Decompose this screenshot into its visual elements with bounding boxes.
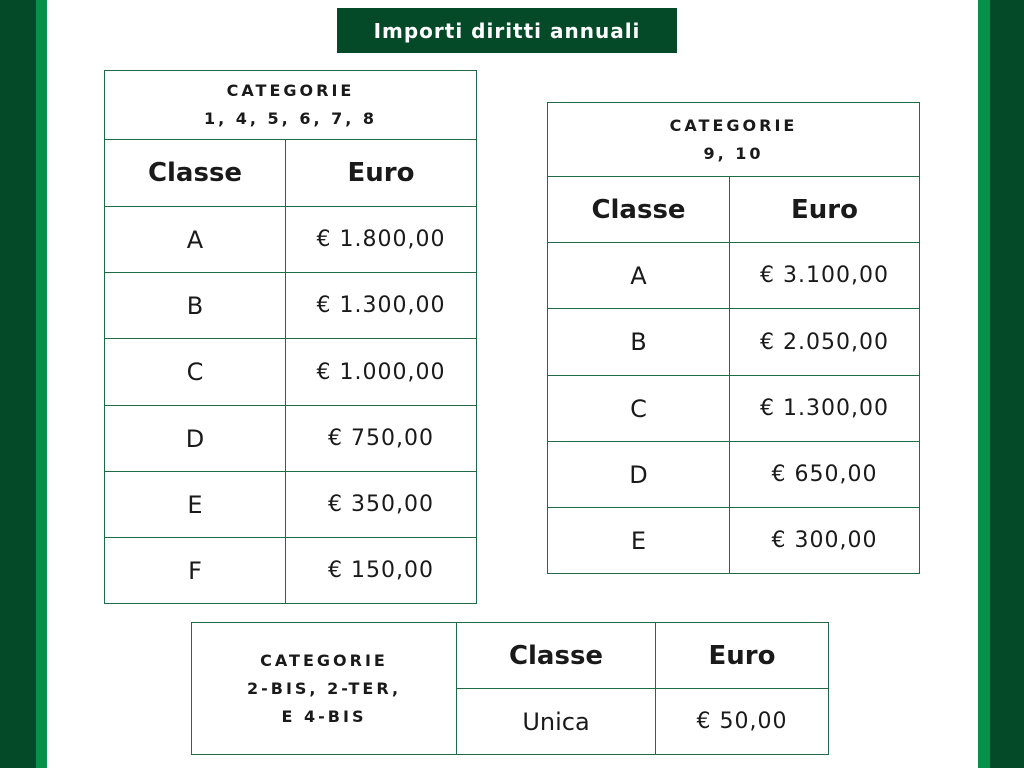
left-border-light	[36, 0, 47, 768]
category-label: CATEGORIE	[226, 81, 355, 100]
category-numbers: 2-BIS, 2-TER,	[246, 678, 402, 698]
page-title: Importi diritti annuali	[337, 8, 677, 53]
euro-cell: € 2.050,00	[730, 309, 920, 376]
euro-cell: € 3.100,00	[730, 243, 920, 309]
classe-cell: E	[105, 472, 286, 538]
category-numbers-extra: E 4-BIS	[281, 706, 367, 726]
header-classe: Classe	[548, 177, 730, 243]
fees-table-categories-2bis	[191, 622, 829, 755]
header-euro: Euro	[286, 140, 477, 207]
table-row	[105, 538, 477, 604]
header-classe: Classe	[457, 623, 656, 689]
table-row	[105, 273, 477, 339]
header-classe: Classe	[105, 140, 286, 207]
euro-cell: € 1.000,00	[286, 339, 477, 406]
category-numbers: 1, 4, 5, 6, 7, 8	[203, 109, 378, 128]
classe-cell: C	[105, 339, 286, 406]
table-row	[548, 243, 920, 309]
euro-cell: € 300,00	[730, 508, 920, 574]
table-row	[105, 472, 477, 538]
table-row	[548, 376, 920, 442]
table-row	[548, 508, 920, 574]
classe-cell: D	[105, 406, 286, 472]
table-row	[105, 207, 477, 273]
category-cell	[192, 623, 457, 755]
category-label: CATEGORIE	[669, 115, 798, 135]
header-row	[192, 623, 829, 689]
classe-cell: C	[548, 376, 730, 442]
classe-cell: B	[105, 273, 286, 339]
category-label: CATEGORIE	[260, 650, 388, 670]
classe-cell: D	[548, 442, 730, 508]
category-cell	[105, 71, 477, 140]
category-numbers: 9, 10	[703, 143, 764, 163]
right-border-light	[978, 0, 990, 768]
classe-cell: E	[548, 508, 730, 574]
euro-cell: € 350,00	[286, 472, 477, 538]
fees-table-categories-1-8	[104, 70, 477, 604]
header-euro: Euro	[730, 177, 920, 243]
header-euro: Euro	[656, 623, 829, 689]
table-row	[105, 406, 477, 472]
table-row	[548, 309, 920, 376]
classe-cell: A	[548, 243, 730, 309]
classe-cell: B	[548, 309, 730, 376]
header-row	[105, 140, 477, 207]
fees-table-categories-9-10	[547, 102, 920, 574]
category-row	[105, 71, 477, 140]
table-row	[548, 442, 920, 508]
euro-cell: € 750,00	[286, 406, 477, 472]
classe-cell: A	[105, 207, 286, 273]
table-row	[105, 339, 477, 406]
right-border-dark	[990, 0, 1024, 768]
category-row	[548, 103, 920, 177]
euro-cell: € 1.300,00	[286, 273, 477, 339]
euro-cell: € 1.800,00	[286, 207, 477, 273]
euro-cell: € 150,00	[286, 538, 477, 604]
euro-cell: € 1.300,00	[730, 376, 920, 442]
category-cell	[548, 103, 920, 177]
classe-cell: Unica	[457, 689, 656, 755]
left-border-dark	[0, 0, 36, 768]
euro-cell: € 650,00	[730, 442, 920, 508]
classe-cell: F	[105, 538, 286, 604]
euro-cell: € 50,00	[656, 689, 829, 755]
header-row	[548, 177, 920, 243]
